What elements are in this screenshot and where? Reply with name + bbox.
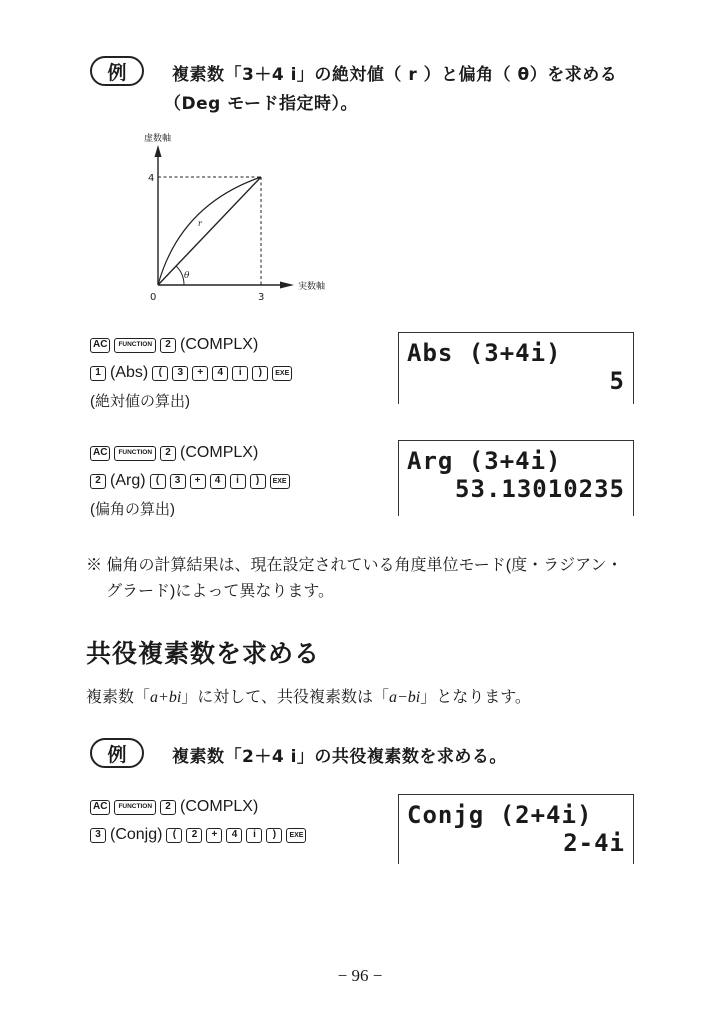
abs-keyline-1 <box>90 334 258 356</box>
function-key: FUNCTION <box>114 338 156 353</box>
key-3: 3 <box>170 474 186 489</box>
complx-label: (COMPLX) <box>180 798 259 815</box>
conj-display <box>398 794 634 864</box>
example-text-line1: 複素数「3＋4 i」の絶対値（ r ）と偏角（ θ）を求める <box>172 65 618 85</box>
key-2: 2 <box>160 446 176 461</box>
conj-keyline-2 <box>90 824 306 846</box>
x-axis-label: 実数軸 <box>298 282 326 292</box>
abs-display-line1: Abs (3+4i) <box>407 339 562 367</box>
desc-mid: 」に対して、共役複素数は「 <box>181 689 389 706</box>
arg-note: (偏角の算出) <box>90 501 175 518</box>
desc-pre: 複素数「 <box>86 689 151 706</box>
key-4: 4 <box>210 474 226 489</box>
rparen-key: ) <box>252 366 268 381</box>
example-text-line2: （Deg モード指定時）。 <box>164 94 359 114</box>
lparen-key: ( <box>150 474 166 489</box>
plus-key: + <box>190 474 206 489</box>
ac-key: AC <box>90 338 110 353</box>
plus-key: + <box>192 366 208 381</box>
arg-display-line1: Arg (3+4i) <box>407 447 562 475</box>
key-2: 2 <box>160 800 176 815</box>
complx-label: (COMPLX) <box>180 336 259 353</box>
key-2: 2 <box>186 828 202 843</box>
rparen-key: ) <box>266 828 282 843</box>
page-number: − 96 − <box>337 966 383 985</box>
example2-text: 複素数「2＋4 i」の共役複素数を求める。 <box>172 747 507 767</box>
ac-key: AC <box>90 800 110 815</box>
key-3: 3 <box>90 828 106 843</box>
abs-note: (絶対値の算出) <box>90 393 190 410</box>
ac-key: AC <box>90 446 110 461</box>
theta-label: θ <box>184 271 190 281</box>
i-key: i <box>246 828 262 843</box>
desc-expr2: a−bi <box>388 689 421 706</box>
key-2: 2 <box>160 338 176 353</box>
y-tick-label: 4 <box>148 173 155 184</box>
desc-post: 」となります。 <box>420 689 531 706</box>
complx-label: (COMPLX) <box>180 444 259 461</box>
lparen-key: ( <box>152 366 168 381</box>
r-label: r <box>198 219 202 228</box>
lparen-key: ( <box>166 828 182 843</box>
conj-keyline-1 <box>90 796 258 818</box>
key-1: 1 <box>90 366 106 381</box>
x-axis-arrow-icon <box>280 282 294 289</box>
conjg-func-label: (Conjg) <box>110 826 163 843</box>
i-key: i <box>232 366 248 381</box>
section-heading: 共役複素数を求める <box>86 639 321 668</box>
abs-func-label: (Abs) <box>110 364 149 381</box>
arg-keyline-1 <box>90 442 258 464</box>
remark-line1: ※ 偏角の計算結果は、現在設定されている角度単位モード(度・ラジアン・ <box>86 557 623 574</box>
key-4: 4 <box>226 828 242 843</box>
key-2: 2 <box>90 474 106 489</box>
arg-func-label: (Arg) <box>110 472 146 489</box>
exe-key: EXE <box>270 474 290 489</box>
conj-display-line1: Conjg (2+4i) <box>407 801 593 829</box>
abs-display-line2: 5 <box>609 367 625 395</box>
section-description <box>86 684 531 707</box>
example-badge: 例 <box>90 56 144 86</box>
function-key: FUNCTION <box>114 446 156 461</box>
complex-plane-graph <box>140 125 340 310</box>
origin-label: 0 <box>150 292 157 303</box>
x-tick-label: 3 <box>258 292 265 303</box>
key-4: 4 <box>212 366 228 381</box>
abs-display <box>398 332 634 404</box>
arg-display <box>398 440 634 516</box>
plus-key: + <box>206 828 222 843</box>
conj-display-line2: 2-4i <box>563 829 625 857</box>
exe-key: EXE <box>272 366 292 381</box>
key-3: 3 <box>172 366 188 381</box>
example2-badge: 例 <box>90 738 144 768</box>
i-key: i <box>230 474 246 489</box>
abs-keyline-2 <box>90 362 292 384</box>
y-axis-arrow-icon <box>155 145 162 157</box>
rparen-key: ) <box>250 474 266 489</box>
arg-display-line2: 53.13010235 <box>455 475 625 503</box>
exe-key: EXE <box>286 828 306 843</box>
y-axis-label: 虚数軸 <box>144 134 172 144</box>
arg-keyline-2 <box>90 470 290 492</box>
function-key: FUNCTION <box>114 800 156 815</box>
desc-expr1: a+bi <box>150 689 182 706</box>
remark-line2: グラード)によって異なります。 <box>106 583 335 600</box>
